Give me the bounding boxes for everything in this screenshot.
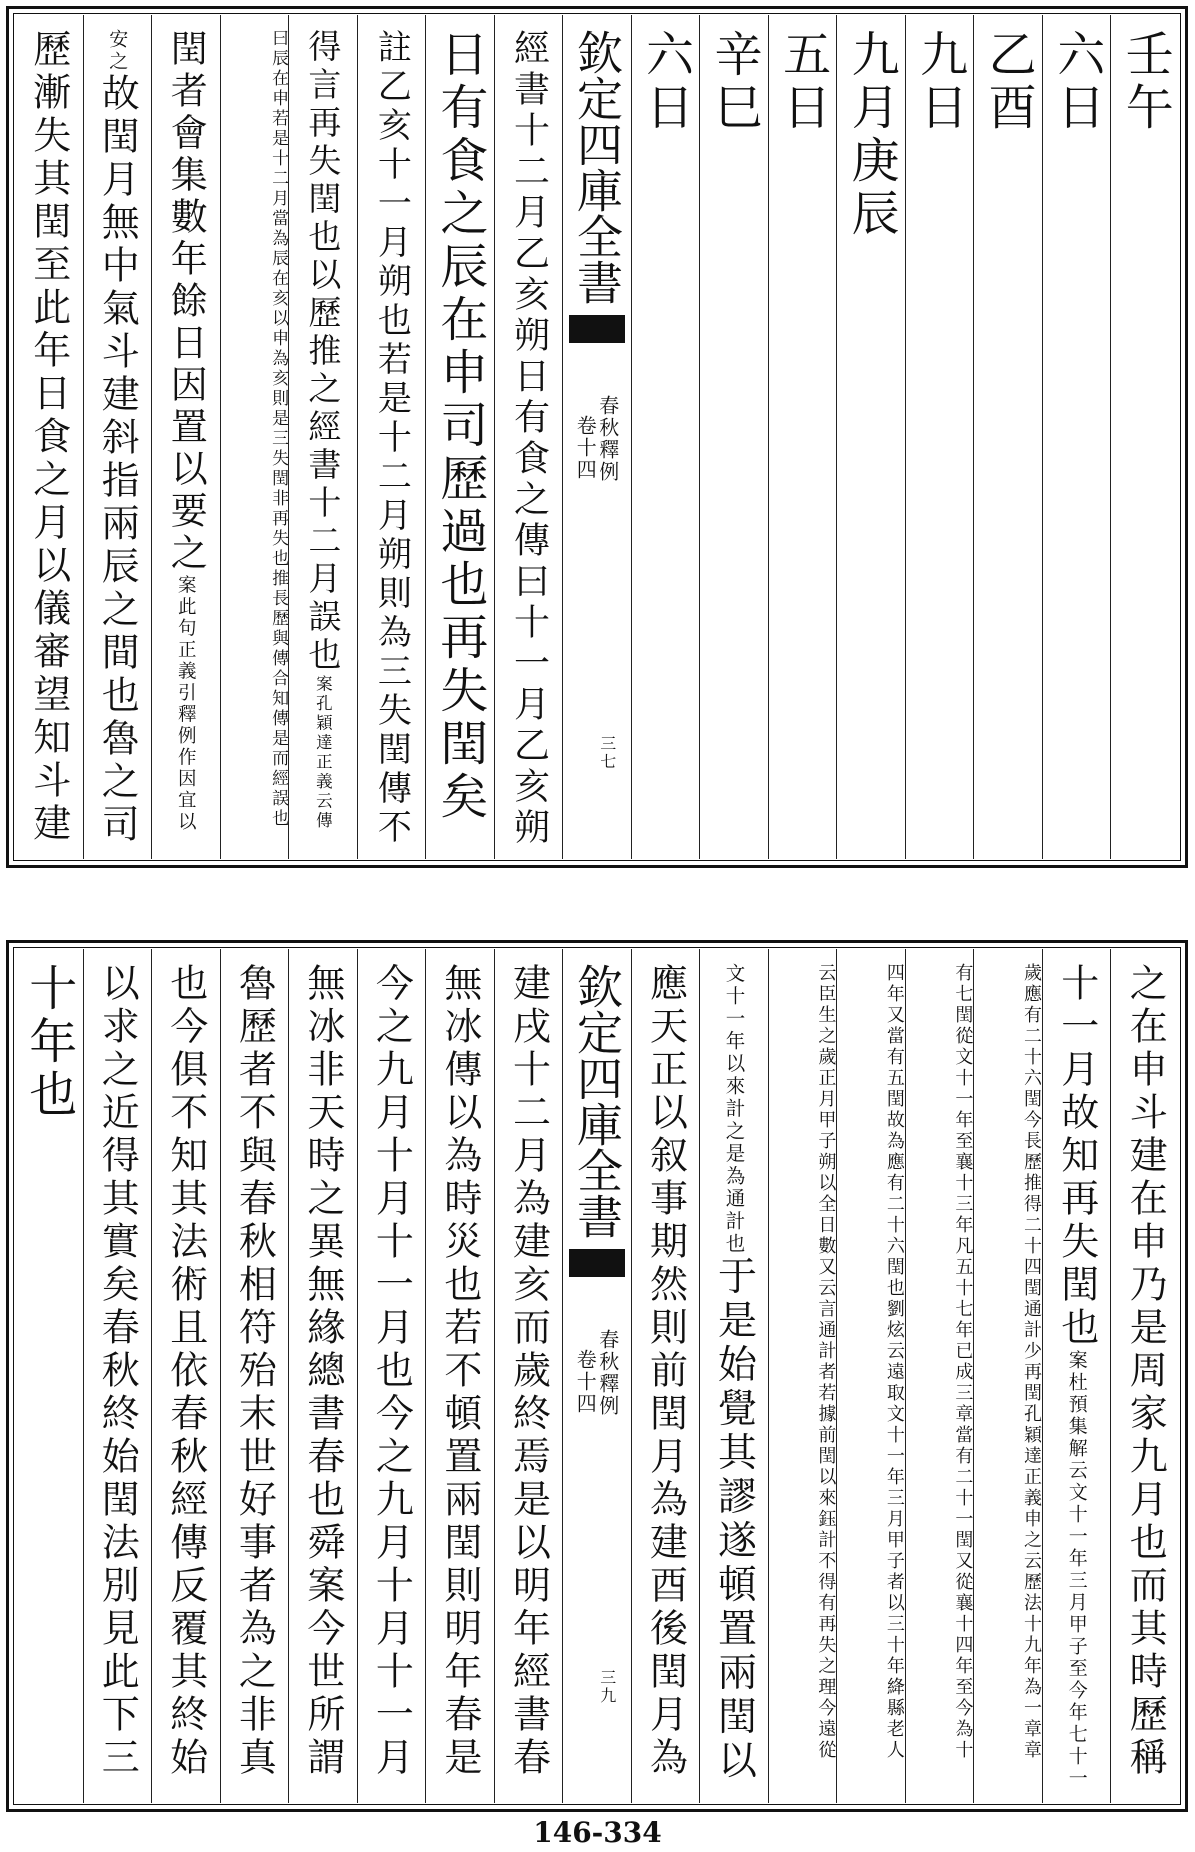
column-text (843, 29, 900, 241)
column-text (508, 29, 550, 849)
column-text (1117, 29, 1174, 135)
collection-title: 欽定四庫全書 (569, 963, 624, 1239)
commentary-note: 有七閏從文十一年至襄十三年凡五十七年已成三章當有二十一閏又從襄十四年至今為十 (952, 963, 974, 1761)
text-column (699, 949, 768, 1803)
column-text (643, 963, 688, 1780)
main-text: 故閏月無中氣斗建斜指兩辰之間也魯之司 (95, 73, 140, 847)
text-column (15, 949, 83, 1803)
main-text: 于是始覺其謬遂頓置兩閏以 (711, 1255, 757, 1784)
main-text: 閏者會集數年餘日因置以要之 (164, 29, 208, 575)
text-column (1110, 15, 1179, 859)
text-column (357, 15, 426, 859)
column-text (371, 29, 412, 848)
main-text: 之在申斗建在申乃是周家九月也而其時歷稱 (1123, 963, 1168, 1780)
text-column (905, 15, 974, 859)
main-text: 無冰非天時之異無緣總書春也舜案今世所謂 (300, 963, 345, 1780)
main-text: 得言再失閏也以歷推之經書十二月誤也 (303, 29, 343, 675)
text-column (425, 15, 494, 859)
main-text: 歷漸失其閏至此年日食之月以儀審望知斗建 (26, 29, 71, 846)
text-column (494, 949, 563, 1803)
lower-page-columns (15, 949, 1179, 1803)
column-text (232, 963, 277, 1780)
text-column (425, 949, 494, 1803)
center-fold (562, 15, 631, 859)
main-text: 五日 (774, 29, 831, 135)
column-text (369, 963, 414, 1780)
column-text (300, 963, 345, 1780)
text-column (631, 15, 700, 859)
column-text (95, 963, 140, 1780)
commentary-note: 案孔穎達正義云傳 (313, 675, 333, 831)
text-column (494, 15, 563, 859)
column-text (1048, 29, 1105, 135)
column-text (1054, 963, 1099, 1790)
column-text (164, 29, 208, 833)
main-text: 十年也 (20, 963, 77, 1122)
main-text: 無冰傳以為時災也若不頓置兩閏則明年春是 (437, 963, 482, 1780)
leaf-number: 三九 (597, 1669, 617, 1705)
upper-page (6, 6, 1188, 868)
page-number: 146-334 (533, 1816, 662, 1849)
column-text (95, 29, 140, 847)
commentary-note: 案此句正義引釋例作因宜以 (175, 575, 197, 833)
main-text: 今之九月十月十一月也今之九月十月十一月 (369, 963, 414, 1780)
column-text (911, 29, 968, 135)
commentary-note: 曰辰在申若是十二月當為辰在亥以申為亥則是三失閏非再失也推長歷與傳合知傳是而經誤也 (268, 29, 289, 829)
text-column (1042, 15, 1111, 859)
main-text: 以求之近得其實矣春秋終始閏法別見此下三 (95, 963, 140, 1780)
main-text: 辛巳 (706, 29, 763, 135)
main-text: 也今俱不知其法術且依春秋經傳反覆其終始 (163, 963, 208, 1780)
text-column (699, 15, 768, 859)
text-column (83, 949, 152, 1803)
main-text: 六日 (1048, 29, 1105, 135)
column-text (163, 963, 208, 1780)
commentary-note: 文十一年以來計之是為通計也 (722, 963, 746, 1256)
main-text: 壬午 (1117, 29, 1174, 135)
text-column (220, 15, 289, 859)
main-text: 經書十二月乙亥朔日有食之傳曰十一月乙亥朔 (508, 29, 550, 849)
commentary-note: 案杜預集解云文十一年三月甲子至今年七十一 (1065, 1350, 1088, 1790)
small-prefix: 安之 (106, 29, 129, 73)
main-text: 應天正以叙事期然則前閏月為建酉後閏月為 (643, 963, 688, 1780)
column-text (980, 29, 1037, 135)
main-text: 十一月故知再失閏也 (1054, 963, 1099, 1350)
column-text (431, 29, 488, 824)
upper-page-columns (15, 15, 1179, 859)
collection-title: 欽定四庫全書 (569, 29, 624, 305)
commentary-note: 四年又當有五閏故為應有二十六閏也劉炫云遠取文十一年三月甲子者以三十年絳縣老人 (883, 963, 905, 1761)
text-column (905, 949, 974, 1803)
text-column (631, 949, 700, 1803)
text-column (15, 15, 83, 859)
main-text: 九日 (911, 29, 968, 135)
column-text (706, 29, 763, 135)
column-text (20, 963, 77, 1122)
fishtail-mark (569, 1249, 625, 1277)
text-column (151, 15, 220, 859)
volume-number: 卷十四 (573, 1349, 598, 1415)
main-text: 九月庚辰 (843, 29, 900, 241)
main-text: 魯歷者不與春秋相符殆末世好事者為之非真 (232, 963, 277, 1780)
text-column (836, 15, 905, 859)
text-column (83, 15, 152, 859)
column-text (26, 29, 71, 846)
main-text: 六日 (637, 29, 694, 135)
text-column (288, 949, 357, 1803)
main-text: 註乙亥十一月朔也若是十二月朔則為三失閏傳不 (371, 29, 412, 848)
text-column (220, 949, 289, 1803)
column-text (437, 963, 482, 1780)
main-text: 日有食之辰在申司歷過也再失閏矣 (431, 29, 488, 824)
text-column (973, 15, 1042, 859)
column-text (774, 29, 831, 135)
main-text: 乙酉 (980, 29, 1037, 135)
column-text (1123, 963, 1168, 1780)
book-title: 春秋釋例 (595, 1329, 620, 1417)
commentary-note: 歲應有二十六閏今長歷推得二十四閏通計少再閏孔穎達正義申之云歷法十九年為一章章 (1020, 963, 1042, 1761)
text-column (151, 949, 220, 1803)
text-column (836, 949, 905, 1803)
column-text (711, 963, 757, 1784)
text-column (768, 949, 837, 1803)
commentary-note: 云臣生之歲正月甲子朔以全日數又云言通計者若據前閏以來鈺計不得有再失之理今遠從 (815, 963, 837, 1761)
center-fold (562, 949, 631, 1803)
main-text: 建戌十二月為建亥而歲終焉是以明年經書春 (506, 963, 551, 1780)
text-column (357, 949, 426, 1803)
column-text (637, 29, 694, 135)
column-text (303, 29, 343, 831)
leaf-number: 三七 (597, 735, 617, 771)
text-column (288, 15, 357, 859)
text-column (973, 949, 1042, 1803)
text-column (1042, 949, 1111, 1803)
lower-page (6, 940, 1188, 1812)
text-column (768, 15, 837, 859)
column-text (506, 963, 551, 1780)
text-column (1110, 949, 1179, 1803)
book-title: 春秋釋例 (595, 395, 620, 483)
volume-number: 卷十四 (573, 415, 598, 481)
fishtail-mark (569, 315, 625, 343)
